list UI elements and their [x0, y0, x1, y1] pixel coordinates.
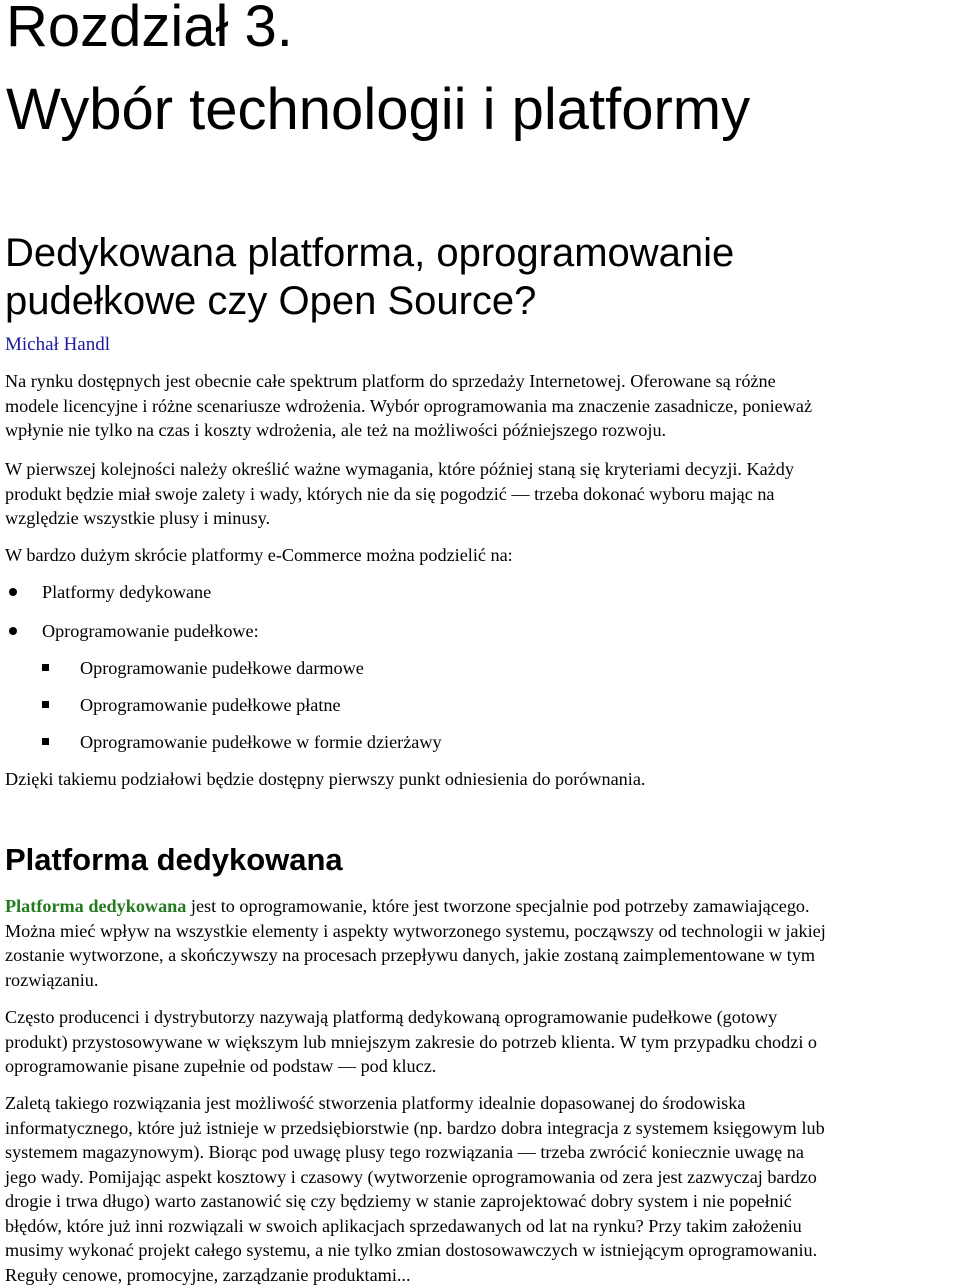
- section-title-line-2: pudełkowe czy Open Source?: [5, 277, 734, 325]
- paragraph-line: jego wady. Pomijając aspekt kosztowy i czasowy (wytworzenie oprogramowania od zera jest zazwyczaj bardzo: [5, 1165, 960, 1190]
- paragraph-line: produkt będzie miał swoje zalety i wady, których nie da się pogodzić — trzeba dokonać wyboru mając na: [5, 482, 960, 507]
- paragraph-line: Zaletą takiego rozwiązania jest możliwość stworzenia platformy idealnie dopasowanej do środowiska: [5, 1091, 960, 1116]
- division-intro-paragraph: [5, 543, 960, 568]
- list-subitem-label: Oprogramowanie pudełkowe płatne: [80, 693, 341, 717]
- paragraph-line: W bardzo dużym skrócie platformy e-Commerce można podzielić na:: [5, 543, 960, 568]
- bullet-dot-icon: [9, 588, 17, 596]
- paragraph-line: oprogramowanie pisane zupełnie od podstaw — pod klucz.: [5, 1054, 960, 1079]
- list-subitem-label: Oprogramowanie pudełkowe w formie dzierżawy: [80, 730, 442, 754]
- list-item-label: Platformy dedykowane: [42, 580, 211, 604]
- paragraph-line: Reguły cenowe, promocyjne, zarządzanie produktami...: [5, 1263, 960, 1287]
- author-link[interactable]: Michał Handl: [5, 333, 110, 357]
- bullet-dot-icon: [9, 627, 17, 635]
- chapter-title-line-2: Wybór technologii i platformy: [6, 75, 750, 144]
- section-title: [5, 229, 734, 325]
- paragraph-line: rozwiązaniu.: [5, 968, 960, 993]
- paragraph-line: [5, 894, 960, 919]
- section-title-line-1: Dedykowana platforma, oprogramowanie: [5, 229, 734, 277]
- paragraph-line: Często producenci i dystrybutorzy nazywają platformą dedykowaną oprogramowanie pudełkowe (gotowy: [5, 1005, 960, 1030]
- definition-paragraph: [5, 894, 960, 992]
- subsection-title: Platforma dedykowana: [5, 840, 343, 880]
- requirements-paragraph: [5, 457, 960, 531]
- vendors-paragraph: [5, 1005, 960, 1079]
- advantages-paragraph: [5, 1091, 960, 1287]
- paragraph-line: Na rynku dostępnych jest obecnie całe spektrum platform do sprzedaży Internetowej. Oferowane są różne: [5, 369, 960, 394]
- list-subitem-label: Oprogramowanie pudełkowe darmowe: [80, 656, 364, 680]
- square-bullet-icon: [42, 664, 49, 671]
- paragraph-line: systemem magazynowym). Biorąc pod uwagę plusy tego rozwiązania — trzeba zwrócić koniecznie uwagę na: [5, 1140, 960, 1165]
- paragraph-line: Dzięki takiemu podziałowi będzie dostępny pierwszy punkt odniesienia do porównania.: [5, 767, 960, 792]
- dedicated-platform-term: Platforma dedykowana: [5, 896, 186, 916]
- paragraph-line: musimy wykonać projekt całego systemu, a nie tylko zmian dostosowawczych w istniejącym oprogramowaniu.: [5, 1238, 960, 1263]
- square-bullet-icon: [42, 738, 49, 745]
- paragraph-line: drogie i trwa długo) warto zastanowić się czy będziemy w stanie zaprojektować dobry system i nie popełnić: [5, 1189, 960, 1214]
- chapter-title-line-1: Rozdział 3.: [6, 0, 750, 61]
- chapter-title: [6, 0, 750, 144]
- paragraph-line: modele licencyjne i różne scenariusze wdrożenia. Wybór oprogramowania ma znaczenie zasadnicze, ponieważ: [5, 394, 960, 419]
- paragraph-line: informatycznego, które już istnieje w przedsiębiorstwie (np. bardzo dobra integracja z systemem księgowym lub: [5, 1116, 960, 1141]
- definition-text: jest to oprogramowanie, które jest tworzone specjalnie pod potrzeby zamawiającego.: [186, 896, 809, 916]
- paragraph-line: błędów, które już inni rozwiązali w swoich aplikacjach sprzedawanych od lat na rynku? Przy takim założeniu: [5, 1214, 960, 1239]
- paragraph-line: zostanie wytworzone, a skończywszy na procesach przepływu danych, jakie zostaną zaimplementowane w tym: [5, 943, 960, 968]
- paragraph-line: wpłynie nie tylko na czas i koszty wdrożenia, ale też na możliwości późniejszego rozwoju.: [5, 418, 960, 443]
- intro-paragraph: [5, 369, 960, 443]
- square-bullet-icon: [42, 701, 49, 708]
- paragraph-line: Można mieć wpływ na wszystkie elementy i aspekty wytworzonego systemu, począwszy od technologii w jakiej: [5, 919, 960, 944]
- paragraph-line: W pierwszej kolejności należy określić ważne wymagania, które później staną się kryteriami decyzji. Każdy: [5, 457, 960, 482]
- list-item-label: Oprogramowanie pudełkowe:: [42, 619, 259, 643]
- paragraph-line: względzie wszystkie plusy i minusy.: [5, 506, 960, 531]
- summary-paragraph: [5, 767, 960, 792]
- paragraph-line: produkt) przystosowywane w większym lub mniejszym zakresie do potrzeb klienta. W tym przypadku chodzi o: [5, 1030, 960, 1055]
